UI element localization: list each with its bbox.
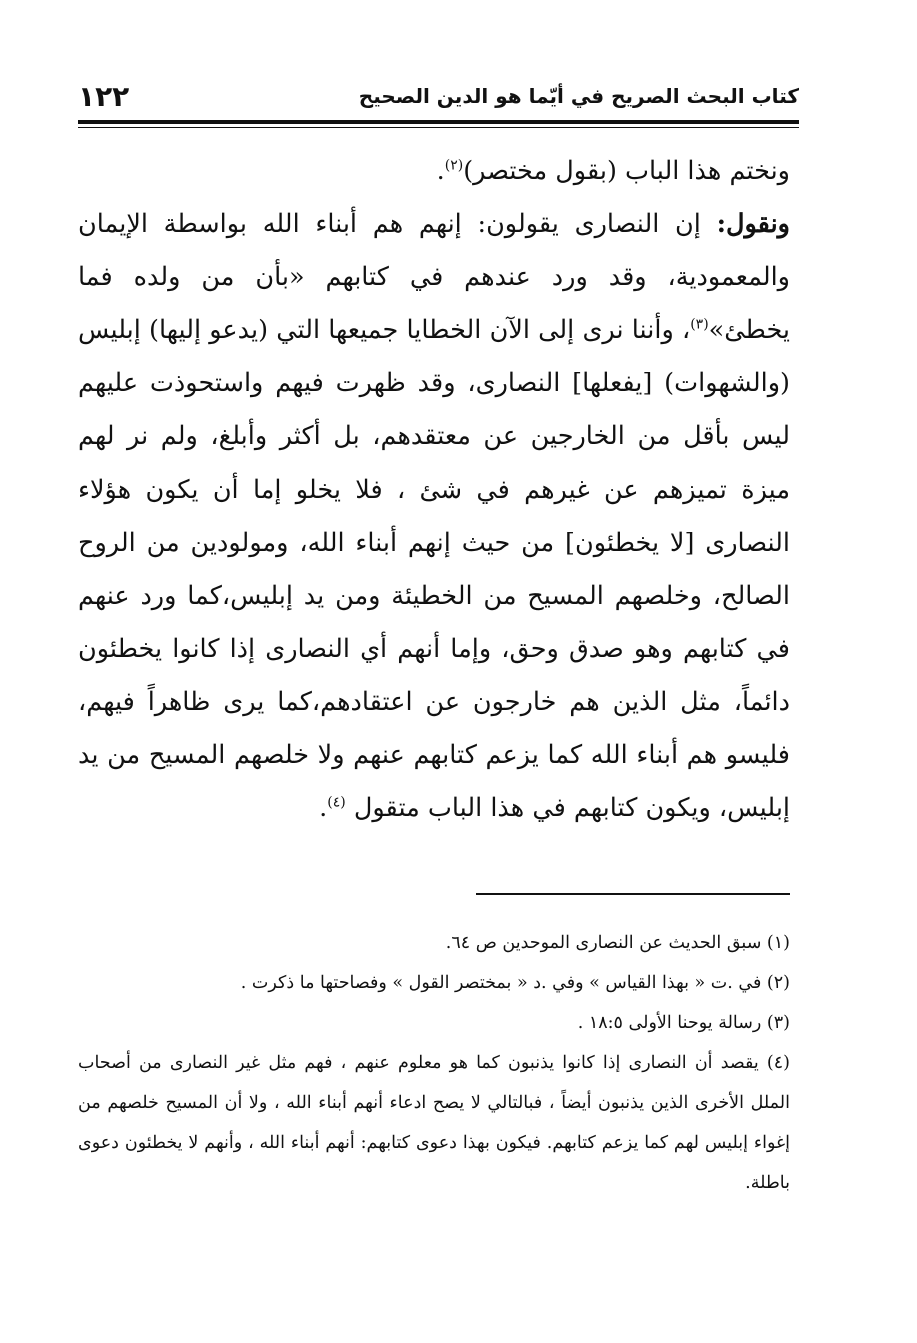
paragraph-2-lead: ونقول:: [716, 209, 790, 240]
footnote-ref-3: (٣): [690, 316, 709, 333]
paragraph-1: [78, 145, 790, 198]
paragraph-2-part1: إن النصارى يقولون: إنهم هم أبناء الله بواسطة الإيمان والمعمودية، وقد ورد عندهم في كتابهم «بأن من ولده فما يخطئ»: [78, 209, 791, 346]
paragraph-2: [78, 198, 790, 835]
footnote-separator: [476, 893, 790, 895]
footnote-3: (٣) رسالة يوحنا الأولى ١٨:٥ .: [577, 1013, 790, 1033]
footnotes: [78, 923, 790, 1203]
footnote-ref-2: (٢): [444, 157, 464, 174]
paragraph-2-part2: ، وأننا نرى إلى الآن الخطايا جميعها التي (يدعو إليها) إبليس (والشهوات) [يفعلها] النصارى، وقد ظهرت فيهم واستحوذت عليهم ليس بأقل من الخارجين عن معتقدهم، بل أكثر وأبلغ، ولم نر لهم ميزة تميزهم عن غيرهم في شئ ، فلا يخلو إما أن يكون هؤلاء النصارى [لا يخطئون] من حيث إنهم أبناء الله، ومولودين من الروح الصالح، وخلصهم المسيح من الخطيئة ومن يد إبليس،كما ورد عنهم في كتابهم وهو صدق وحق، وإما أنهم أي النصارى إذا كانوا يخطئون دائماً، مثل الذين هم خارجون عن اعتقادهم،كما يرى ظاهراً فيهم، فليسو هم أبناء الله كما يزعم كتابهم عنهم ولا خلصهم المسيح من يد إبليس، ويكون كتابهم في هذا الباب متقول: [78, 315, 790, 824]
header-rule-thick: [78, 120, 799, 124]
page-header: [78, 78, 799, 114]
footnote-2: (٢) في .ت « بهذا القياس » وفي .د « بمختصر القول » وفصاحتها ما ذكرت .: [240, 973, 790, 993]
footnote-1: (١) سبق الحديث عن النصارى الموحدين ص ٦٤.: [445, 933, 790, 953]
main-text: [78, 145, 790, 835]
header-rule-thin: [78, 127, 799, 128]
running-title: كتاب البحث الصريح في أيّما هو الدين الصحيح: [358, 84, 799, 108]
paragraph-1-end: .: [436, 156, 445, 186]
page-number: ١٢٢: [78, 79, 130, 113]
footnote-4: (٤) يقصد أن النصارى إذا كانوا يذنبون كما هو معلوم عنهم ، فهم مثل غير النصارى من أصحاب الملل الأخرى الذين يذنبون أيضاً ، فبالتالي لا يصح ادعاء أنهم أبناء الله ، ولا أن المسيح خلصهم من إغواء إبليس لهم كما يزعم كتابهم. فيكون بهذا دعوى كتابهم: أنهم أبناء الله ، وأنهم لا يخطئون دعوى باطلة.: [78, 1053, 790, 1193]
paragraph-1-text: ونختم هذا الباب (بقول مختصر): [463, 156, 790, 186]
footnote-ref-4: (٤): [327, 794, 346, 811]
paragraph-2-end: .: [319, 793, 328, 824]
